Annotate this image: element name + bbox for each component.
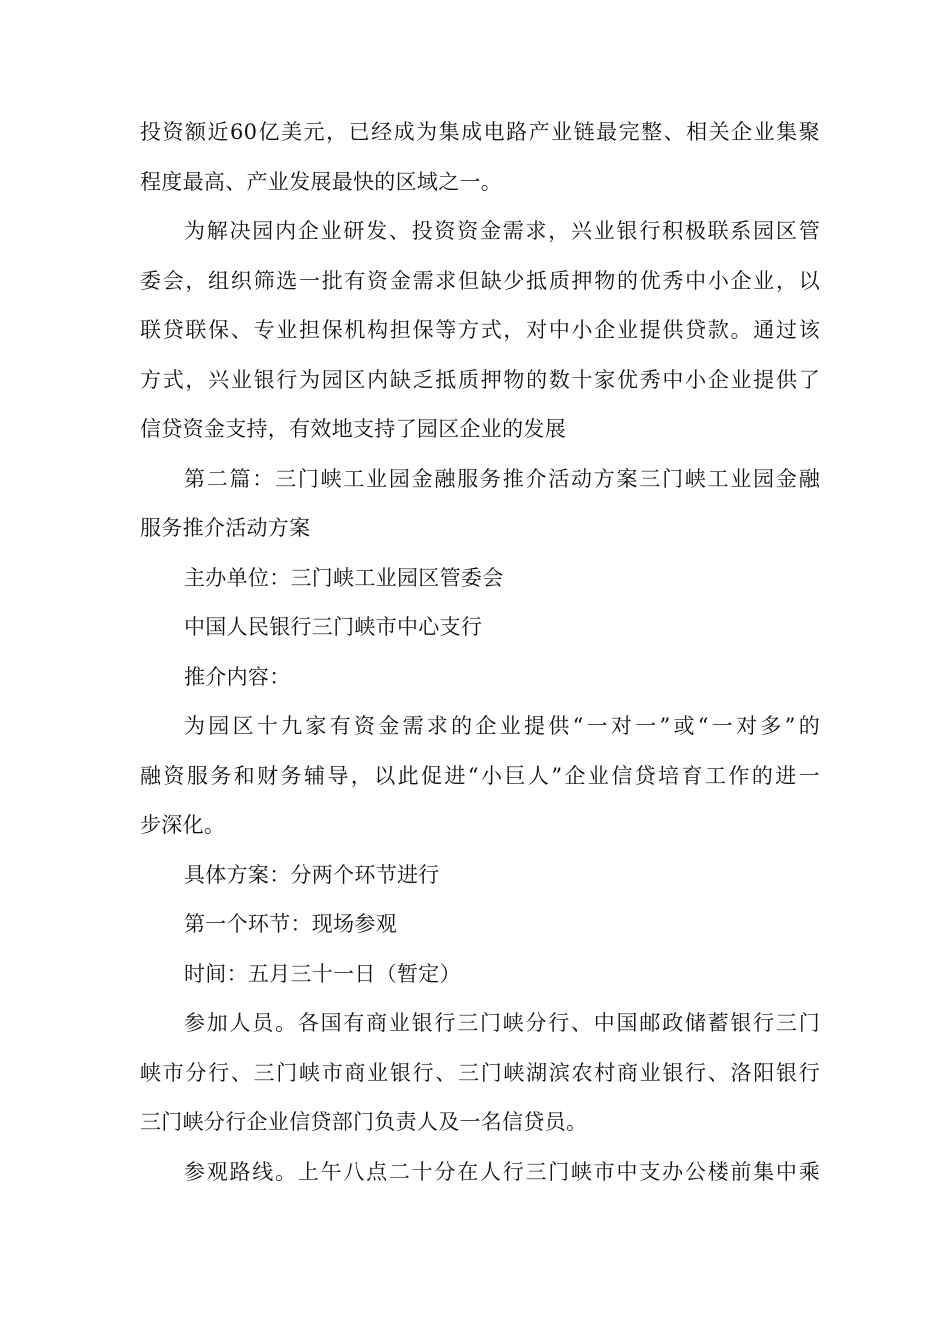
- text-line: 第二篇：三门峡工业园金融服务推介活动方案三门峡工业园金融: [184, 466, 820, 491]
- text-line: 步深化。: [140, 813, 226, 837]
- text-line: 主办单位：三门峡工业园区管委会: [184, 565, 504, 590]
- text-line: 具体方案：分两个环节进行: [184, 862, 440, 887]
- text-line: 峡市分行、三门峡市商业银行、三门峡湖滨农村商业银行、洛阳银行: [140, 1060, 820, 1085]
- text-line: 投资额近60亿美元，已经成为集成电路产业链最完整、相关企业集聚: [140, 120, 820, 144]
- text-line: 程度最高、产业发展最快的区域之一。: [140, 169, 503, 194]
- text-line: 参观路线。上午八点二十分在人行三门峡市中支办公楼前集中乘: [184, 1159, 820, 1184]
- text-line: 时间：五月三十一日（暂定）: [184, 961, 461, 986]
- text-line: 联贷联保、专业担保机构担保等方式，对中小企业提供贷款。通过该: [140, 318, 820, 342]
- text-line: 融资服务和财务辅导，以此促进“小巨人”企业信贷培育工作的进一: [140, 763, 820, 788]
- text-line: 参加人员。各国有商业银行三门峡分行、中国邮政储蓄银行三门: [184, 1011, 820, 1035]
- text-line: 服务推介活动方案: [140, 516, 311, 540]
- text-line: 中国人民银行三门峡市中心支行: [184, 615, 483, 639]
- text-line: 为解决园内企业研发、投资资金需求，兴业银行积极联系园区管: [184, 219, 820, 243]
- text-line: 委会，组织筛选一批有资金需求但缺少抵质押物的优秀中小企业，以: [140, 268, 820, 293]
- text-line: 三门峡分行企业信贷部门负责人及一名信贷员。: [140, 1110, 588, 1134]
- text-line: 信贷资金支持，有效地支持了园区企业的发展: [140, 417, 566, 441]
- text-line: 为园区十九家有资金需求的企业提供“一对一”或“一对多”的: [184, 714, 820, 738]
- text-line: 方式，兴业银行为园区内缺乏抵质押物的数十家优秀中小企业提供了: [140, 367, 820, 392]
- text-line: 推介内容：: [184, 664, 291, 689]
- document-body: [140, 108, 820, 1197]
- text-line: 第一个环节：现场参观: [184, 912, 397, 936]
